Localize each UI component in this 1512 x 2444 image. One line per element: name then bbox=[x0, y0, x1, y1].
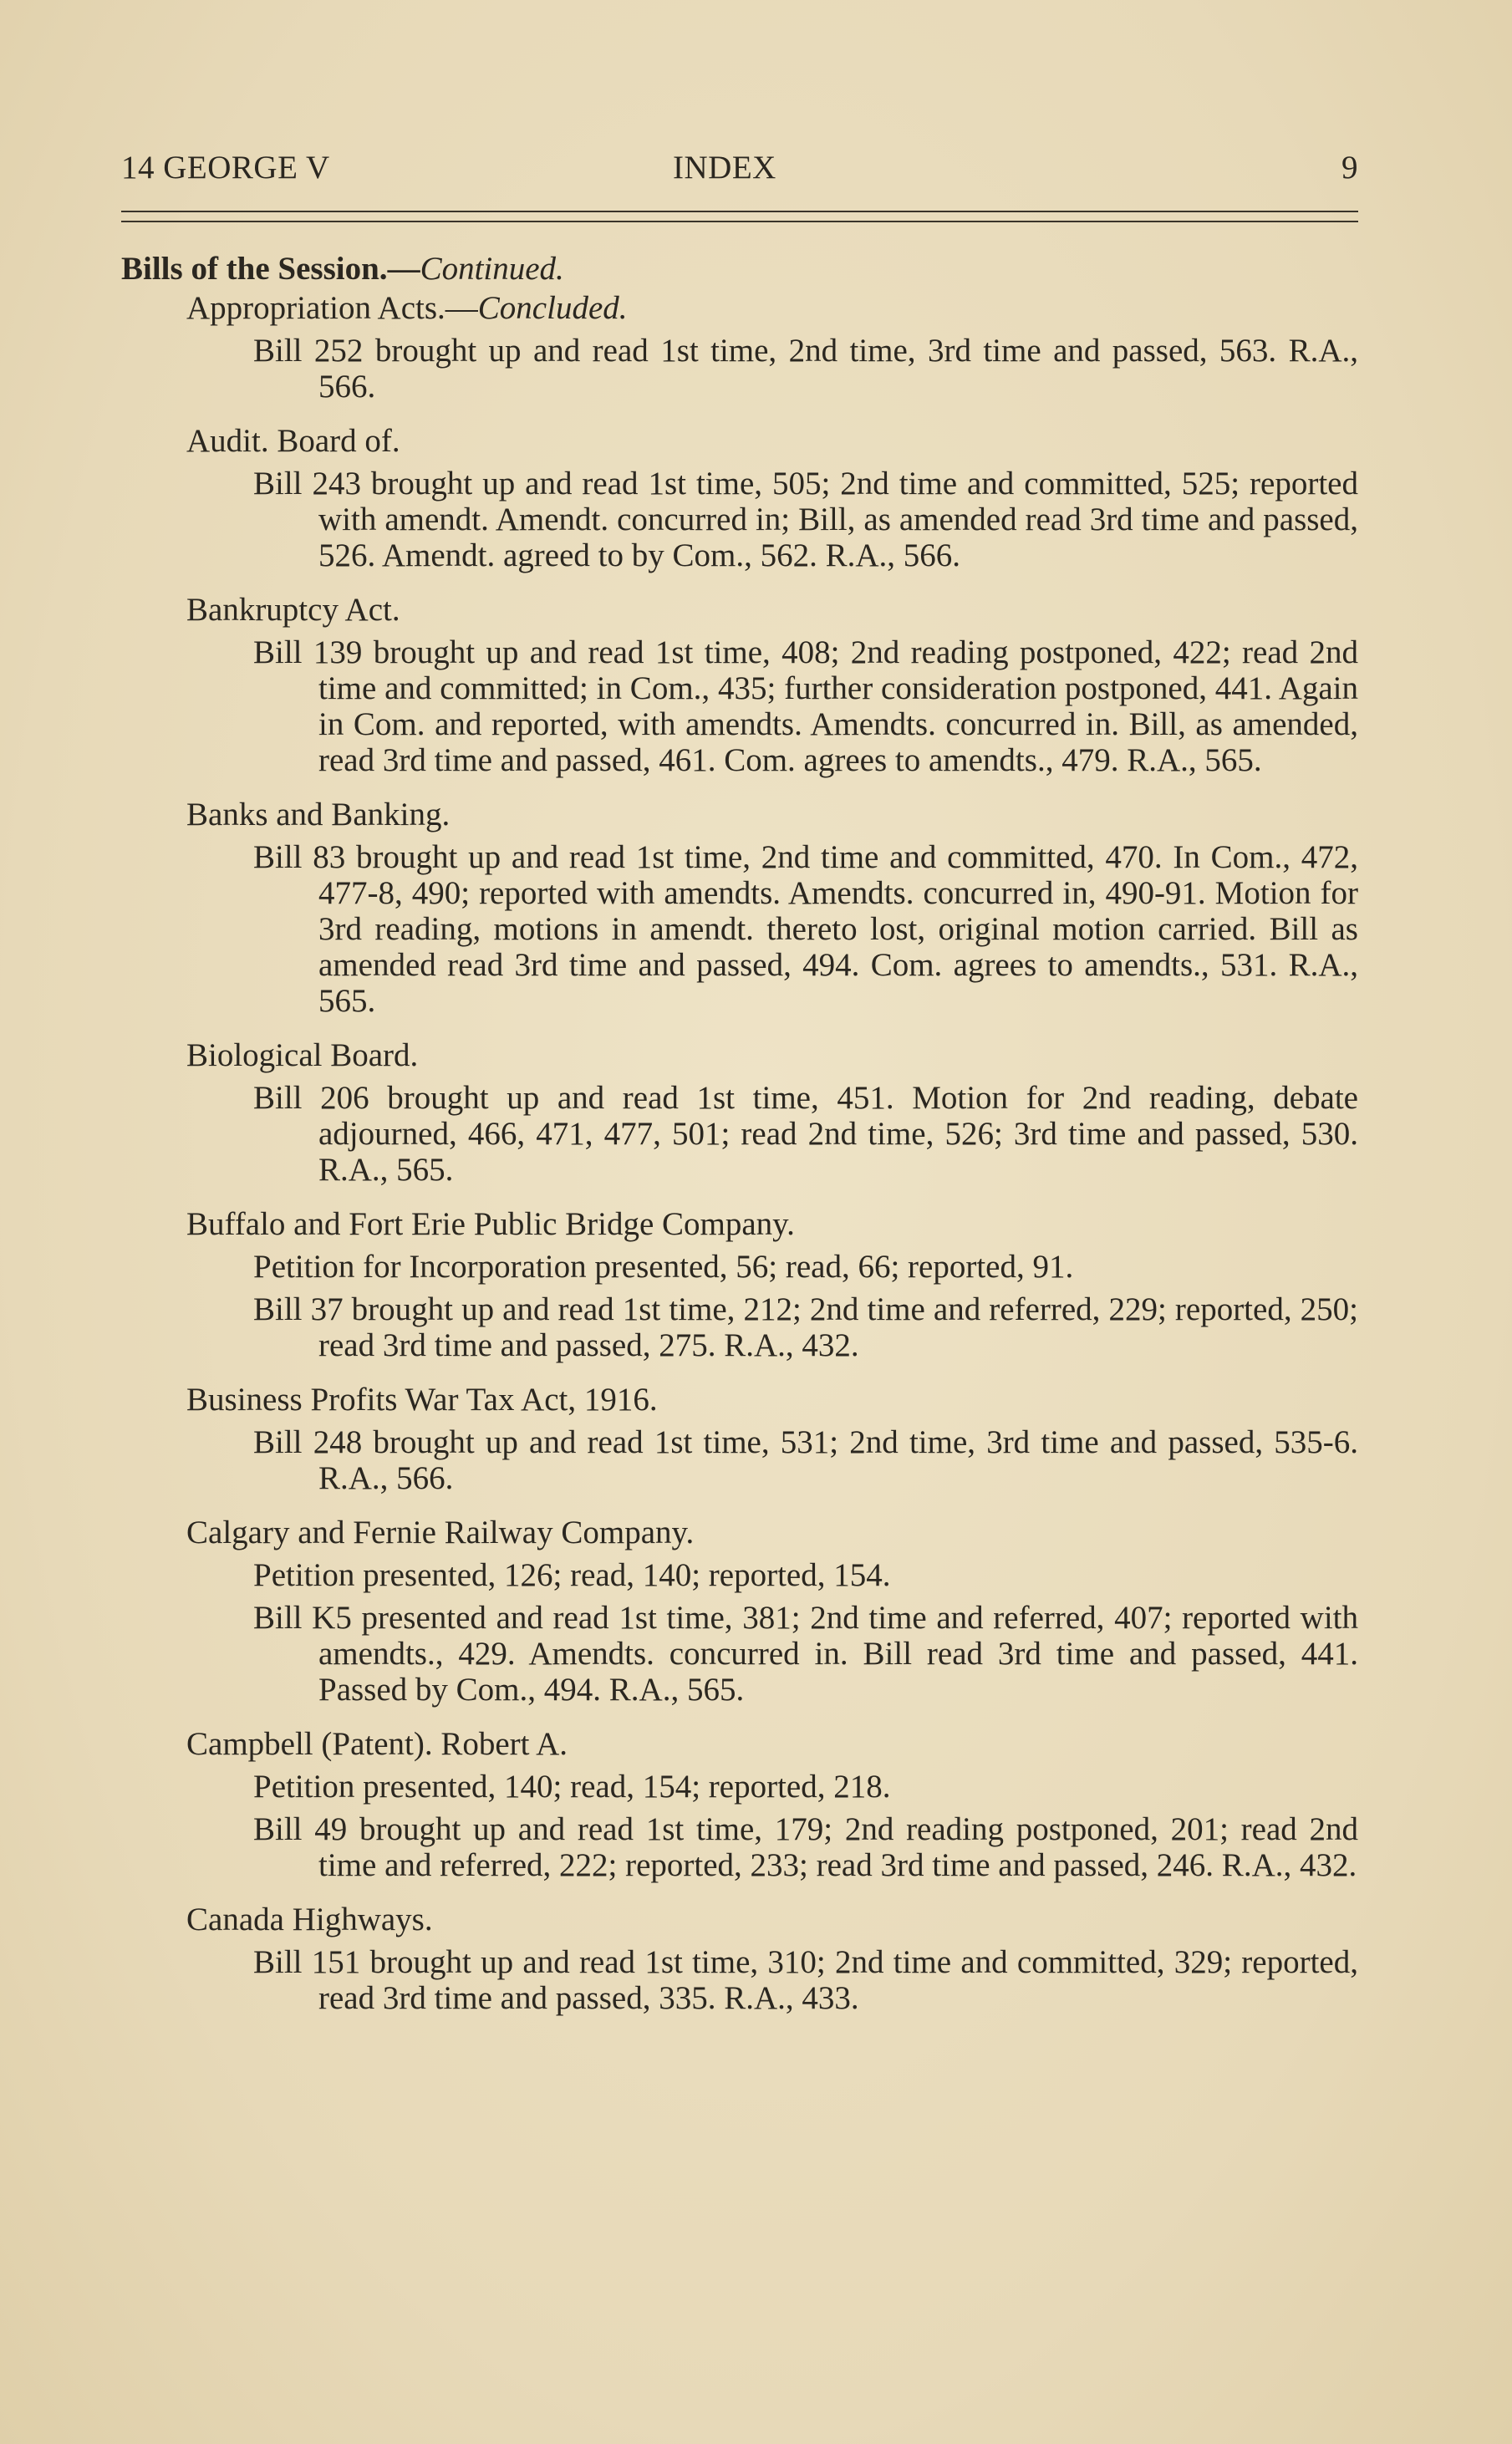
index-group bbox=[121, 592, 1358, 778]
group-heading: Canada Highways. bbox=[186, 1902, 433, 1937]
index-group bbox=[121, 1382, 1358, 1496]
index-entry: Petition presented, 126; read, 140; reported, 154. bbox=[253, 1557, 891, 1593]
index-entry: Bill 49 brought up and read 1st time, 179; 2nd reading postponed, 201; read 2nd time and referred, 222; reported, 233; read 3rd time and passed, 246. R.A., 432. bbox=[253, 1811, 1358, 1883]
index-content bbox=[121, 251, 1358, 2034]
header-title: INDEX bbox=[673, 150, 776, 186]
index-entry: Petition presented, 140; read, 154; reported, 218. bbox=[253, 1769, 891, 1805]
group-heading: Business Profits War Tax Act, 1916. bbox=[186, 1382, 658, 1418]
header-session: 14 GEORGE V bbox=[121, 150, 330, 186]
index-group bbox=[121, 423, 1358, 573]
running-head bbox=[121, 149, 1358, 191]
index-entry: Bill 139 brought up and read 1st time, 408; 2nd reading postponed, 422; read 2nd time and committed; in Com., 435; further consideration postponed, 441. Again in Com. and reported, with amendts. Amendts. concurred in. Bill, as amended, read 3rd time and passed, 461. Com. agrees to amendts., 479. R.A., 565. bbox=[253, 634, 1358, 778]
group-heading: Banks and Banking. bbox=[186, 797, 451, 832]
index-entry: Bill 206 brought up and read 1st time, 451. Motion for 2nd reading, debate adjourned, 466, 471, 477, 501; read 2nd time, 526; 3rd time and passed, 530. R.A., 565. bbox=[253, 1080, 1358, 1188]
index-group bbox=[121, 1902, 1358, 2016]
index-entry: Bill 151 brought up and read 1st time, 310; 2nd time and committed, 329; reported, read 3rd time and passed, 335. R.A., 433. bbox=[253, 1944, 1358, 2016]
index-group bbox=[121, 1515, 1358, 1708]
group-heading: Audit. Board of. bbox=[186, 423, 400, 459]
header-rule-top bbox=[121, 211, 1358, 212]
index-group bbox=[121, 1037, 1358, 1188]
group-heading: Calgary and Fernie Railway Company. bbox=[186, 1515, 695, 1550]
section-title: Bills of the Session. bbox=[121, 251, 388, 287]
group-heading: Appropriation Acts.—Concluded. bbox=[186, 290, 628, 326]
index-entry: Bill 37 brought up and read 1st time, 212; 2nd time and referred, 229; reported, 250; read 3rd time and passed, 275. R.A., 432. bbox=[253, 1291, 1358, 1363]
section-heading bbox=[121, 251, 1358, 287]
group-heading: Bankruptcy Act. bbox=[186, 592, 400, 628]
heading-italic: Concluded. bbox=[477, 290, 628, 326]
index-entry: Bill K5 presented and read 1st time, 381; 2nd time and referred, 407; reported with amendts., 429. Amendts. concurred in. Bill read 3rd time and passed, 441. Passed by Com., 494. R.A., 565. bbox=[253, 1600, 1358, 1708]
index-group bbox=[121, 290, 1358, 405]
index-group bbox=[121, 797, 1358, 1019]
section-continued: Continued. bbox=[420, 251, 564, 287]
index-entry: Bill 83 brought up and read 1st time, 2nd time and committed, 470. In Com., 472, 477-8, 490; reported with amendts. Amendts. concurred in, 490-91. Motion for 3rd reading, motions in amendt. thereto lost, original motion carried. Bill as amended read 3rd time and passed, 494. Com. agrees to amendts., 531. R.A., 565. bbox=[253, 839, 1358, 1019]
page-number: 9 bbox=[1341, 150, 1358, 186]
index-entry: Bill 243 brought up and read 1st time, 505; 2nd time and committed, 525; reported with amendt. Amendt. concurred in; Bill, as amended read 3rd time and passed, 526. Amendt. agreed to by Com., 562. R.A., 566. bbox=[253, 466, 1358, 573]
group-heading: Campbell (Patent). Robert A. bbox=[186, 1726, 568, 1762]
index-group bbox=[121, 1726, 1358, 1883]
section-dash: — bbox=[387, 251, 420, 287]
index-entry: Bill 248 brought up and read 1st time, 531; 2nd time, 3rd time and passed, 535-6. R.A., 566. bbox=[253, 1424, 1358, 1496]
header-rule-bottom bbox=[121, 221, 1358, 222]
index-entry: Bill 252 brought up and read 1st time, 2nd time, 3rd time and passed, 563. R.A., 566. bbox=[253, 333, 1358, 405]
group-heading: Biological Board. bbox=[186, 1037, 419, 1073]
group-heading: Buffalo and Fort Erie Public Bridge Company. bbox=[186, 1206, 795, 1242]
index-group bbox=[121, 1206, 1358, 1363]
index-entry: Petition for Incorporation presented, 56; read, 66; reported, 91. bbox=[253, 1249, 1074, 1285]
